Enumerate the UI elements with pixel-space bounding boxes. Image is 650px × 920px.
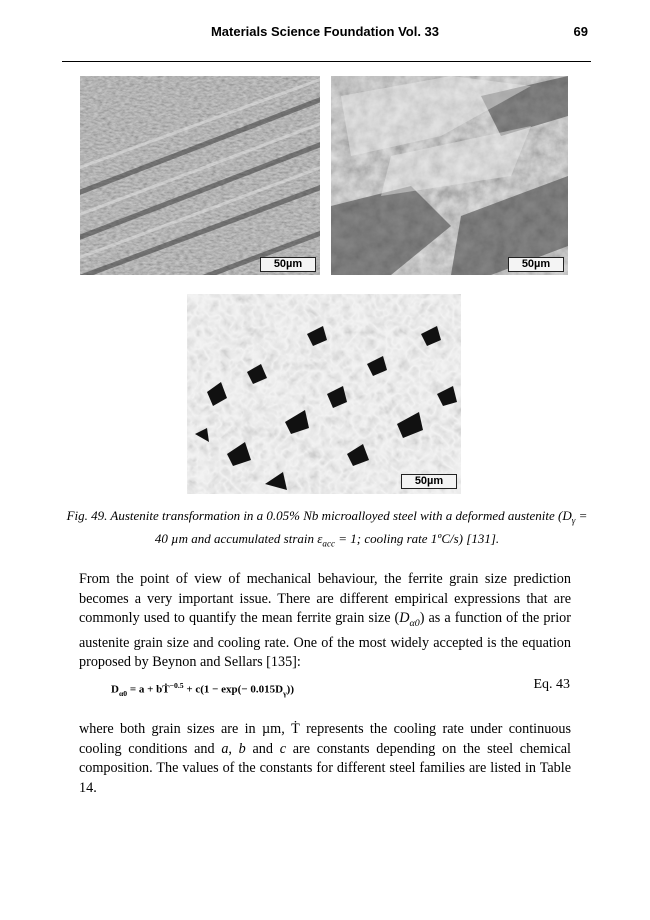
micrograph-texture [80, 76, 320, 275]
scale-bar: 50µm [401, 474, 457, 489]
scale-bar: 50µm [508, 257, 564, 272]
micrograph-texture [187, 294, 461, 494]
equation-label: Eq. 43 [533, 677, 570, 692]
scale-bar: 50µm [260, 257, 316, 272]
running-header [0, 22, 650, 42]
paragraph-2: where both grain sizes are in µm, Ṫ represents the cooling rate under continuous cooling conditions and a, b and c are constants depending on the steel chemical composition. The values of the constants for different steel families are listed in Table 14. [79, 721, 571, 796]
micrograph-top-left [80, 76, 320, 275]
paragraph-1: From the point of view of mechanical behaviour, the ferrite grain size prediction becomes a very important issue. There are different empirical expressions that are commonly used to quantify the mean ferrite grain size $(D_{\alpha 0})$ as a function of the prior austenite grain size and cooling rate. One of the most widely accepted is the equation proposed by Beynon and Sellars [135]: [79, 571, 571, 671]
micrograph-texture [331, 76, 568, 275]
page-number: 69 [573, 24, 588, 39]
figure-caption: Fig. 49. Austenite transformation in a 0.05% Nb microalloyed steel with a deformed austenite ($D_\gamma = 40$ µm and accumulated strain $\varepsilon_{acc} = 1$; cooling rate 1ºC/s) [131]. [66, 508, 588, 549]
equation-43: $D_{\alpha 0} = a$ + bṪ$^{-0.5}$ + $c(1 - \exp(- 0.015D_\gamma))$ [111, 681, 294, 698]
micrograph-top-right [331, 76, 568, 275]
journal-title: Materials Science Foundation Vol. 33 [210, 24, 440, 39]
header-rule [62, 61, 591, 62]
micrograph-bottom [187, 294, 461, 494]
